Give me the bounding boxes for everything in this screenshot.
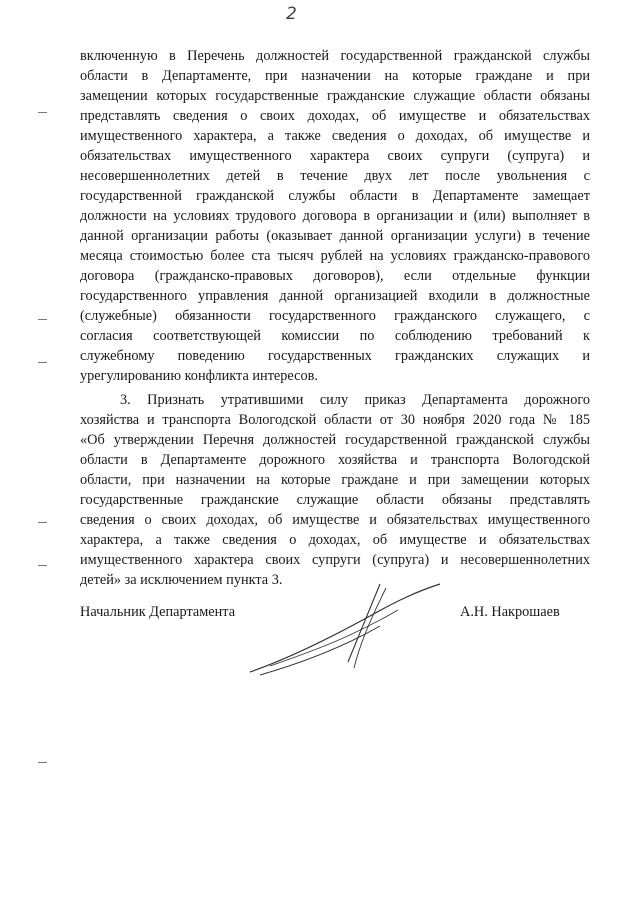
body-line: замещении которых государственные гражданские служащие области обязаны (80, 88, 590, 104)
body-line: области в Департаменте дорожного хозяйства и транспорта Вологодской (80, 452, 590, 468)
body-line: обязательствах имущественного характера своих супруги (супруга) и (80, 148, 590, 164)
body-line: имущественного характера, а также сведения о доходах, об имуществе и (80, 128, 590, 144)
body-line: урегулированию конфликта интересов. (80, 368, 318, 384)
body-line: государственной гражданской службы области в Департаменте замещает (80, 188, 590, 204)
body-line: согласия соответствующей комиссии по соблюдению требований к (80, 328, 590, 344)
body-line: области в Департаменте, при назначении на которые граждане и при (80, 68, 590, 84)
body-line: 3. Признать утратившими силу приказ Департамента дорожного (120, 392, 590, 408)
body-line: «Об утверждении Перечня должностей государственной гражданской службы (80, 432, 590, 448)
signer-title: Начальник Департамента (80, 604, 236, 620)
margin-mark (38, 522, 47, 523)
margin-mark (38, 362, 47, 363)
body-line: детей» за исключением пункта 3. (80, 572, 283, 588)
body-line: хозяйства и транспорта Вологодской области от 30 ноября 2020 года № 185 (80, 412, 590, 428)
body-line: характера, а также сведения о доходах, об имуществе и обязательствах (80, 532, 590, 548)
margin-mark (38, 762, 47, 763)
body-line: государственные гражданские служащие области обязаны представлять (80, 492, 590, 508)
body-line: включенную в Перечень должностей государственной гражданской службы (80, 48, 590, 64)
margin-mark (38, 319, 47, 320)
body-line: данной организации работы (оказывает данной организации услуги) в течение (80, 228, 590, 244)
body-line: месяца стоимостью более ста тысяч рублей на условиях гражданско-правового (80, 248, 590, 264)
page-number: 2 (286, 4, 297, 24)
body-line: договора (гражданско-правовых договоров), если отдельные функции (80, 268, 590, 284)
handwritten-signature (230, 580, 450, 680)
body-line: сведения о своих доходах, об имуществе и обязательствах имущественного (80, 512, 590, 528)
signer-name: А.Н. Накрошаев (460, 604, 560, 620)
body-line: (служебные) обязанности государственного гражданского служащего, с (80, 308, 590, 324)
body-line: несовершеннолетних детей в течение двух лет после увольнения с (80, 168, 590, 184)
body-line: имущественного характера своих супруги (супруга) и несовершеннолетних (80, 552, 590, 568)
body-line: служебному поведению государственных гражданских служащих и (80, 348, 590, 364)
margin-mark (38, 565, 47, 566)
body-line: государственного управления данной организацией входили в должностные (80, 288, 590, 304)
margin-mark (38, 112, 47, 113)
body-line: должности на условиях трудового договора в организации и (или) выполняет в (80, 208, 590, 224)
body-line: представлять сведения о своих доходах, об имуществе и обязательствах (80, 108, 590, 124)
body-line: области, при назначении на которые граждане и при замещении которых (80, 472, 590, 488)
